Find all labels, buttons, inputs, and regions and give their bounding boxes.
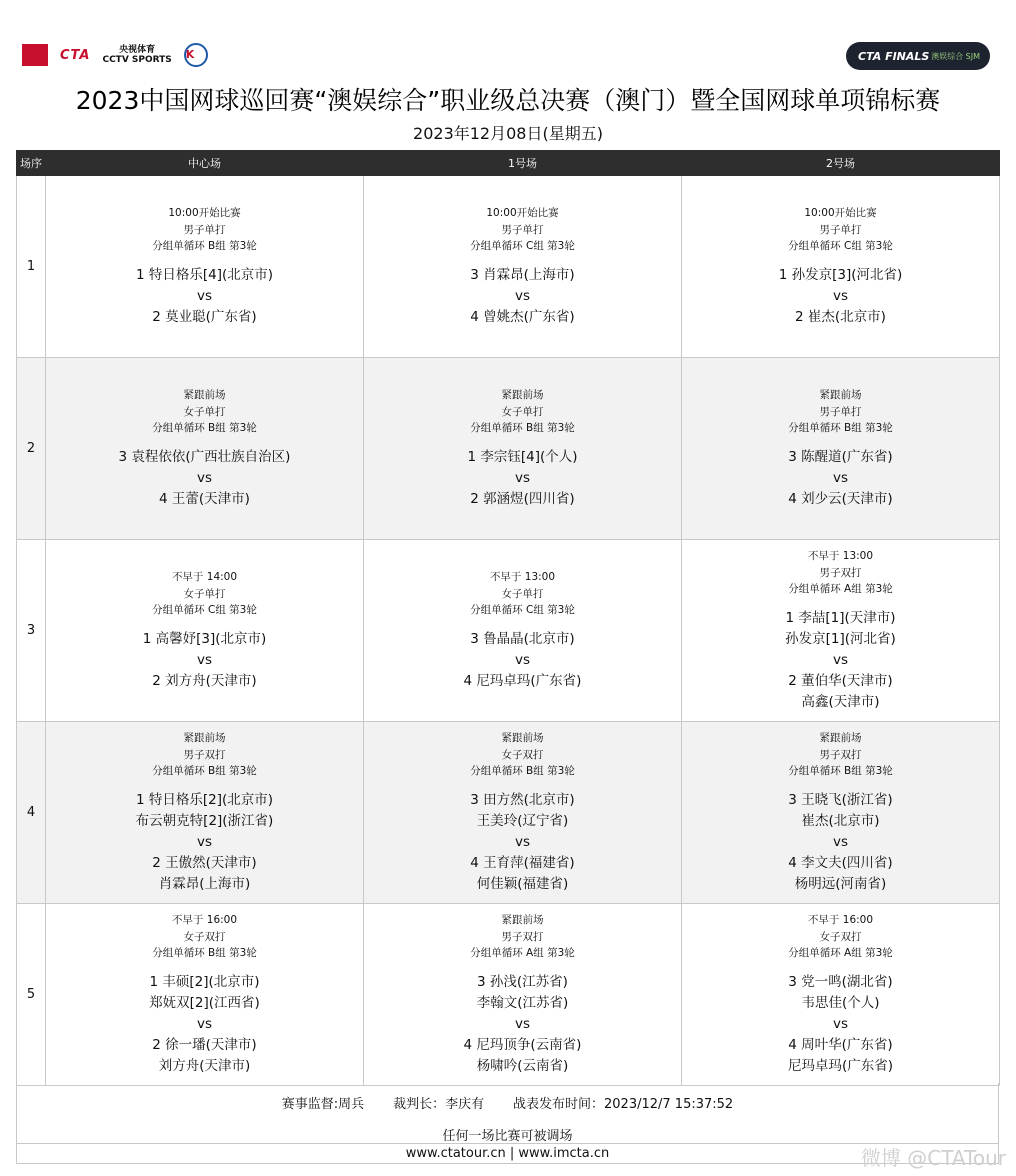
player-name: 1 孙发京[3](河北省) [778,266,903,283]
match-round: 分组单循环 C组 第3轮 [152,604,257,617]
footer-panel [16,1083,999,1164]
schedule-note: 任何一场比赛可被调场 [442,1129,573,1144]
schedule-date: 2023年12月08日(星期五) [413,124,603,143]
match-event: 女子双打 [501,748,544,761]
spacer [682,255,999,265]
match-round: 分组单循环 C组 第3轮 [470,604,575,617]
match-cell [364,358,682,540]
match-order-number: 3 [17,540,46,722]
player-name: 肖霖昂(上海市) [158,875,251,892]
match-time: 紧跟前场 [501,389,544,402]
player-name: 4 尼玛卓玛(广东省) [463,672,582,689]
spacer [46,780,363,790]
vs-label: vs [514,651,531,668]
page-title: 2023中国网球巡回赛“澳娱综合”职业级总决赛（澳门）暨全国网球单项锦标赛 [75,86,941,115]
player-name: 3 袁程依依(广西壮族自治区) [118,448,291,465]
player-name: 杨明远(河南省) [794,875,887,892]
player-name: 韦思佳(个人) [801,994,880,1011]
vs-label: vs [196,287,213,304]
match-cell [46,358,364,540]
match-time: 不早于 16:00 [807,914,874,927]
player-name: 4 王蕾(天津市) [159,490,250,507]
player-name: 3 鲁晶晶(北京市) [470,630,575,647]
player-name: 王美玲(辽宁省) [476,812,569,829]
match-order-number: 1 [17,176,46,358]
match-event: 男子单打 [819,405,862,418]
match-event: 男子单打 [819,223,862,236]
match-cell [364,540,682,722]
header-logos [22,40,208,70]
cctv-logo-line1: 央视体育 [119,45,156,55]
spacer [364,780,681,790]
match-event: 男子双打 [183,748,226,761]
player-name: 2 王傲然(天津市) [152,854,257,871]
player-name: 孙发京[1](河北省) [785,630,896,647]
match-round: 分组单循环 A组 第3轮 [470,947,575,960]
match-cell [682,176,1000,358]
match-time: 紧跟前场 [819,732,862,745]
match-cell [682,540,1000,722]
match-event: 女子单打 [501,405,544,418]
spacer [682,598,999,608]
spacer [682,437,999,447]
player-name: 4 王育萍(福建省) [470,854,575,871]
vs-label: vs [514,469,531,486]
spacer [364,255,681,265]
match-time: 10:00开始比赛 [804,207,877,220]
match-cell [364,904,682,1086]
match-order-number: 5 [17,904,46,1086]
match-time: 10:00开始比赛 [168,207,241,220]
player-name: 崔杰(北京市) [801,812,880,829]
player-name: 1 李喆[1](天津市) [785,609,896,626]
cta-finals-logo [846,42,990,70]
match-event: 男子单打 [501,223,544,236]
player-name: 4 周叶华(广东省) [788,1036,893,1053]
match-round: 分组单循环 B组 第3轮 [152,240,257,253]
match-cell [46,540,364,722]
vs-label: vs [832,287,849,304]
player-name: 2 刘方舟(天津市) [152,672,257,689]
cta-logo: CTA [60,47,91,63]
player-name: 3 党一鸣(湖北省) [788,973,893,990]
match-round: 分组单循环 B组 第3轮 [152,765,257,778]
vs-label: vs [514,1015,531,1032]
player-name: 3 孙浅(江苏省) [477,973,568,990]
officials-info: 赛事监督:周兵 裁判长：李庆有 战表发布时间：2023/12/7 15:37:52 [281,1097,734,1112]
match-order-number: 2 [17,358,46,540]
spacer [682,962,999,972]
player-name: 李翰文(江苏省) [476,994,569,1011]
match-time: 紧跟前场 [183,732,226,745]
match-event: 女子单打 [183,587,226,600]
player-name: 4 刘少云(天津市) [788,490,893,507]
cctv-sports-logo [102,45,171,65]
player-name: 3 肖霖昂(上海市) [470,266,575,283]
player-name: 2 董伯华(天津市) [788,672,893,689]
player-name: 刘方舟(天津市) [158,1057,251,1074]
player-name: 3 王晓飞(浙江省) [788,791,893,808]
match-round: 分组单循环 B组 第3轮 [470,765,575,778]
table-row [17,722,1000,904]
spacer [46,437,363,447]
sjm-logo-text: 澳娱综合 SJM [931,51,980,61]
spacer [46,255,363,265]
spacer [46,619,363,629]
match-round: 分组单循环 C组 第3轮 [470,240,575,253]
federation-logo-icon [22,44,48,66]
weibo-watermark: 微博 @CTATour [860,1146,1006,1170]
match-event: 男子双打 [819,748,862,761]
vs-label: vs [196,833,213,850]
vs-label: vs [514,833,531,850]
vs-label: vs [196,469,213,486]
match-round: 分组单循环 A组 第3轮 [788,947,893,960]
spacer [364,962,681,972]
website-links[interactable]: www.ctatour.cn | www.imcta.cn [17,1143,998,1161]
table-header-row [17,151,1000,176]
match-event: 女子单打 [183,405,226,418]
vs-label: vs [196,1015,213,1032]
vs-label: vs [832,1015,849,1032]
player-name: 4 李文夫(四川省) [788,854,893,871]
match-cell [682,904,1000,1086]
table-row [17,904,1000,1086]
column-header-court-1: 1号场 [364,151,682,176]
player-name: 3 陈醒道(广东省) [788,448,893,465]
match-cell [682,358,1000,540]
player-name: 高鑫(天津市) [801,693,880,710]
match-time: 紧跟前场 [819,389,862,402]
match-time: 紧跟前场 [183,389,226,402]
player-name: 2 莫业聪(广东省) [152,308,257,325]
match-order-number: 4 [17,722,46,904]
player-name: 4 曾姚杰(广东省) [470,308,575,325]
player-name: 布云朝克特[2](浙江省) [135,812,274,829]
match-cell [46,904,364,1086]
player-name: 1 特日格乐[2](北京市) [135,791,274,808]
match-round: 分组单循环 B组 第3轮 [152,947,257,960]
match-round: 分组单循环 B组 第3轮 [470,422,575,435]
table-row [17,176,1000,358]
player-name: 2 郭涵煜(四川省) [470,490,575,507]
player-name: 2 崔杰(北京市) [795,308,886,325]
match-cell [682,722,1000,904]
match-time: 紧跟前场 [501,732,544,745]
player-name: 1 李宗钰[4](个人) [467,448,578,465]
table-row [17,540,1000,722]
match-time: 不早于 14:00 [171,571,238,584]
player-name: 郑妩双[2](江西省) [149,994,260,1011]
spacer [682,780,999,790]
match-round: 分组单循环 B组 第3轮 [152,422,257,435]
column-header-center-court: 中心场 [46,151,364,176]
vs-label: vs [832,469,849,486]
spacer [364,619,681,629]
match-cell [46,176,364,358]
schedule-table [16,150,1000,1086]
player-name: 杨啸吟(云南省) [476,1057,569,1074]
match-time: 10:00开始比赛 [486,207,559,220]
player-name: 3 田方然(北京市) [470,791,575,808]
match-time: 不早于 16:00 [171,914,238,927]
cctv-logo-line2: CCTV SPORTS [102,55,172,65]
match-event: 男子单打 [183,223,226,236]
player-name: 1 高馨妤[3](北京市) [142,630,267,647]
spacer [46,962,363,972]
match-time: 不早于 13:00 [489,571,556,584]
vs-label: vs [514,287,531,304]
match-event: 女子双打 [183,930,226,943]
spacer [364,437,681,447]
player-name: 4 尼玛顶争(云南省) [463,1036,582,1053]
vs-label: vs [832,651,849,668]
match-round: 分组单循环 C组 第3轮 [788,240,893,253]
match-round: 分组单循环 B组 第3轮 [788,422,893,435]
match-event: 女子单打 [501,587,544,600]
column-header-order: 场序 [17,151,46,176]
match-time: 紧跟前场 [501,914,544,927]
match-round: 分组单循环 A组 第3轮 [788,583,893,596]
match-round: 分组单循环 B组 第3轮 [788,765,893,778]
player-name: 1 丰硕[2](北京市) [149,973,260,990]
match-event: 男子双打 [501,930,544,943]
player-name: 何佳颖(福建省) [476,875,569,892]
k-logo-icon: K [184,43,208,67]
vs-label: vs [196,651,213,668]
vs-label: vs [832,833,849,850]
match-cell [364,722,682,904]
player-name: 2 徐一璠(天津市) [152,1036,257,1053]
match-event: 男子双打 [819,566,862,579]
match-cell [364,176,682,358]
column-header-court-2: 2号场 [682,151,1000,176]
finals-logo-text: CTA FINALS [858,49,930,63]
table-row [17,358,1000,540]
match-cell [46,722,364,904]
player-name: 尼玛卓玛(广东省) [787,1057,894,1074]
player-name: 1 特日格乐[4](北京市) [135,266,274,283]
match-event: 女子双打 [819,930,862,943]
match-time: 不早于 13:00 [807,550,874,563]
